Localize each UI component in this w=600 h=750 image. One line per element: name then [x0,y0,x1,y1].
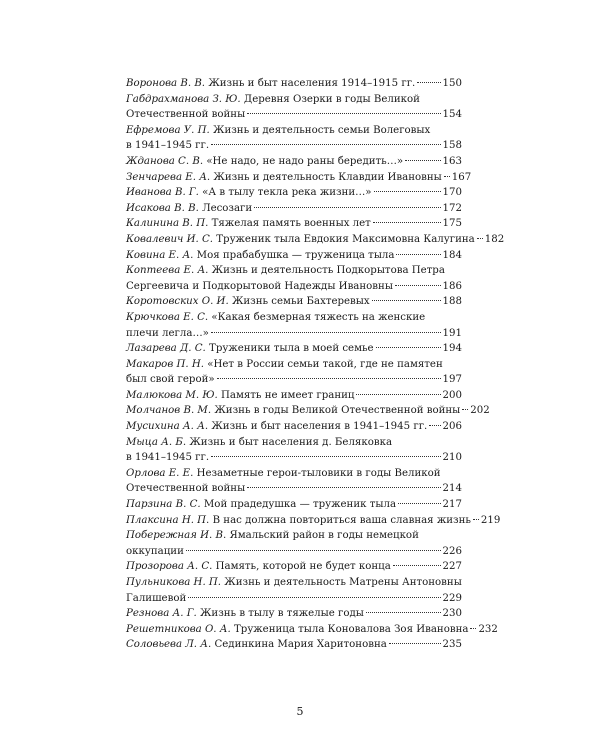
toc-page-number: 200 [442,389,462,401]
toc-title: Память не имеет границ [220,389,355,401]
dot-leader [398,503,441,504]
toc-author: Ковалевич И. С. [126,233,213,245]
toc-entry-line [126,637,462,653]
toc-title: Незаметные герои-тыловики в годы Великой [196,467,441,479]
toc-title: Отечественной войны [126,109,246,121]
toc-page-number: 194 [442,343,462,355]
toc-page-number: 158 [442,140,462,152]
dot-leader [389,643,441,644]
toc-page-number: 184 [442,249,462,261]
toc-author: Молчанов В. М. [126,405,212,417]
toc-entry [126,466,462,497]
toc-author: Воронова В. В. [126,78,206,89]
toc-title: Труженики тыла в моей семье [209,343,374,355]
toc-entry-line [126,450,462,466]
toc-entry-line [126,497,462,513]
toc-author: Ефремова У. П. [126,124,210,136]
dot-leader [444,176,450,177]
toc-entry-line [126,466,462,482]
toc-entry [126,310,462,341]
toc-page-number: 229 [442,592,462,604]
toc-entry-line [126,107,462,123]
toc-entry [126,622,498,638]
toc-title: Жизнь семьи Бахтеревых [231,296,370,308]
toc-title: «А в тылу текла река жизни…» [202,187,372,199]
toc-title: Тяжелая память военных лет [211,218,371,230]
toc-page-number: 206 [442,421,462,433]
dot-leader [186,550,441,551]
toc-entry-line [126,513,501,529]
toc-author: Калинина В. П. [126,218,209,230]
toc-page-number: 226 [442,545,462,557]
toc-title: Моя прабабушка — труженица тыла [196,249,395,261]
toc-entry-line [126,232,505,248]
toc-page-number: 154 [442,109,462,121]
toc-page-number: 197 [442,374,462,386]
toc-author: Мыца А. Б. [126,436,187,448]
dot-leader [211,144,440,145]
toc-entry-line [126,388,462,404]
toc-title: Память, которой не будет конца [215,561,391,573]
toc-title: В нас должна повториться ваша славная жизнь [212,514,471,526]
toc-entry [126,435,462,466]
toc-entry [126,92,462,123]
toc-author: Малюкова М. Ю. [126,389,218,401]
toc-entry-line [126,544,462,560]
toc-title: Сединкина Мария Харитоновна [214,639,387,651]
toc-title: Ямальский район в годы немецкой [229,530,419,542]
dot-leader [462,409,468,410]
toc-entry-line [126,123,462,139]
toc-entry-line [126,341,462,357]
toc-author: Плаксина Н. П. [126,514,210,526]
dot-leader [417,82,440,83]
dot-leader [429,425,440,426]
toc-page-number: 182 [484,233,505,245]
toc-entry [126,357,462,388]
toc-entry [126,497,462,513]
dot-leader [366,612,441,613]
toc-author: Решетникова О. А. [126,623,231,635]
toc-title: Лесозаги [202,202,253,214]
toc-entry-line [126,248,462,264]
toc-title: Жизнь и быт населения 1914–1915 гг. [208,78,416,89]
dot-leader [247,487,440,488]
toc-entry [126,248,462,264]
toc-entry-line [126,263,462,279]
toc-entry [126,185,462,201]
toc-entry-line [126,138,462,154]
toc-title: Труженик тыла Евдокия Максимовна Калугина [216,233,475,245]
toc-entry-line [126,76,462,92]
toc-entry-line [126,310,462,326]
toc-entry [126,513,501,529]
toc-page-number: 210 [442,452,462,464]
toc-page-number: 202 [470,405,490,417]
dot-leader [211,456,440,457]
toc-entry [126,76,462,92]
toc-entry-line [126,481,462,497]
toc-author: Коптеева Е. А. [126,265,209,277]
toc-title: Жизнь в тылу в тяжелые годы [199,608,364,620]
page-number: 5 [296,705,304,718]
toc-title: в 1941–1945 гг. [126,452,210,464]
toc-entry-line [126,279,462,295]
toc-page-number: 150 [442,78,462,89]
toc-entry-line [126,403,490,419]
toc-author: Исакова В. В. [126,202,199,214]
dot-leader [373,222,441,223]
toc-title: Жизнь и деятельность семьи Волеговых [213,124,431,136]
dot-leader [395,285,441,286]
toc-entry [126,403,490,419]
toc-author: Иванова В. Г. [126,187,199,199]
toc-entry-line [126,92,462,108]
toc-entry [126,388,462,404]
toc-title: Жизнь и деятельность Клавдии Ивановны [213,171,442,183]
toc-author: Мусихина А. А. [126,421,209,433]
toc-title: в 1941–1945 гг. [126,140,210,152]
toc-title: «Нет в России семьи такой, где не памятен [207,358,443,370]
dot-leader [211,332,441,333]
toc-title: «Не надо, не надо раны бередить…» [206,155,404,167]
toc-page-number: 214 [442,483,462,495]
toc-entry [126,606,462,622]
toc-entry [126,232,505,248]
dot-leader [254,207,440,208]
toc-author: Крючкова Е. С. [126,311,209,323]
toc-author: Прозорова А. С. [126,561,213,573]
toc-title: Жизнь и деятельность Подкорытова Петра [211,265,445,277]
toc-entry-line [126,170,472,186]
toc-title: Мой прадедушка — труженик тыла [203,499,397,511]
dot-leader [356,394,440,395]
toc-page-number: 163 [442,155,462,167]
dot-leader [247,113,440,114]
toc-entry-line [126,622,498,638]
toc-entry-line [126,591,462,607]
toc-entry [126,170,472,186]
toc-page-number: 232 [478,623,498,635]
toc-entry-line [126,559,462,575]
toc-author: Резнова А. Г. [126,608,197,620]
toc-title: Сергеевича и Подкорытовой Надежды Ивановны [126,280,393,292]
toc-author: Габдрахманова З. Ю. [126,93,241,105]
toc-page-number: 235 [442,639,462,651]
toc-author: Макаров П. Н. [126,358,204,370]
toc-page-number: 167 [451,171,472,183]
table-of-contents [126,76,505,653]
toc-title: Труженица тыла Коновалова Зоя Ивановна [234,623,469,635]
toc-title: Галишевой [126,592,187,604]
toc-page-number: 172 [442,202,462,214]
toc-page-number: 227 [442,561,462,573]
dot-leader [372,300,441,301]
toc-title: Жизнь и быт населения в 1941–1945 гг. [211,421,428,433]
toc-title: Деревня Озерки в годы Великой [243,93,420,105]
dot-leader [393,565,441,566]
toc-page-number: 186 [442,280,462,292]
toc-author: Лазарева Д. С. [126,343,206,355]
toc-author: Парзина В. С. [126,499,201,511]
dot-leader [473,519,479,520]
toc-entry-line [126,154,462,170]
toc-page-number: 230 [442,608,462,620]
dot-leader [217,378,441,379]
toc-page-number: 191 [442,327,462,339]
toc-entry-line [126,201,462,217]
dot-leader [470,628,476,629]
toc-entry [126,294,462,310]
toc-entry-line [126,326,462,342]
toc-title: Жизнь и деятельность Матрены Антоновны [224,577,462,588]
toc-author: Ковина Е. А. [126,249,194,261]
toc-entry-line [126,606,462,622]
toc-entry-line [126,528,462,544]
toc-author: Зенчарева Е. А. [126,171,211,183]
toc-author: Жданова С. В. [126,155,204,167]
dot-leader [376,347,441,348]
toc-title: плечи легла…» [126,327,209,339]
toc-entry [126,637,462,653]
toc-page-number: 170 [442,187,462,199]
dot-leader [374,191,441,192]
toc-author: Пульникова Н. П. [126,577,222,588]
toc-entry [126,559,462,575]
toc-entry-line [126,419,462,435]
toc-entry [126,201,462,217]
toc-entry-line [126,357,462,373]
toc-title: оккупации [126,545,184,557]
dot-leader [396,254,440,255]
toc-title: Отечественной войны [126,483,246,495]
toc-author: Соловьева Л. А. [126,639,212,651]
toc-page-number: 188 [442,296,462,308]
dot-leader [405,160,440,161]
toc-title: Жизнь в годы Великой Отечественной войны [214,405,461,417]
toc-entry [126,528,462,559]
toc-entry [126,123,462,154]
toc-entry [126,341,462,357]
toc-entry [126,263,462,294]
toc-author: Побережная И. В. [126,530,227,542]
toc-entry-line [126,185,462,201]
toc-page-number: 219 [480,514,501,526]
toc-entry-line [126,575,462,591]
toc-entry-line [126,372,462,388]
toc-title: «Какая безмерная тяжесть на женские [211,311,426,323]
toc-page-number: 175 [442,218,462,230]
dot-leader [188,597,440,598]
toc-author: Коротовских О. И. [126,296,229,308]
toc-author: Орлова Е. Е. [126,467,194,479]
dot-leader [477,238,483,239]
toc-entry-line [126,216,462,232]
toc-entry [126,216,462,232]
toc-title: Жизнь и быт населения д. Беляковка [189,436,393,448]
toc-entry [126,154,462,170]
toc-entry-line [126,435,462,451]
toc-page-number: 217 [442,499,462,511]
toc-entry [126,575,462,606]
toc-entry-line [126,294,462,310]
toc-title: был свой герой» [126,374,215,386]
toc-entry [126,419,462,435]
